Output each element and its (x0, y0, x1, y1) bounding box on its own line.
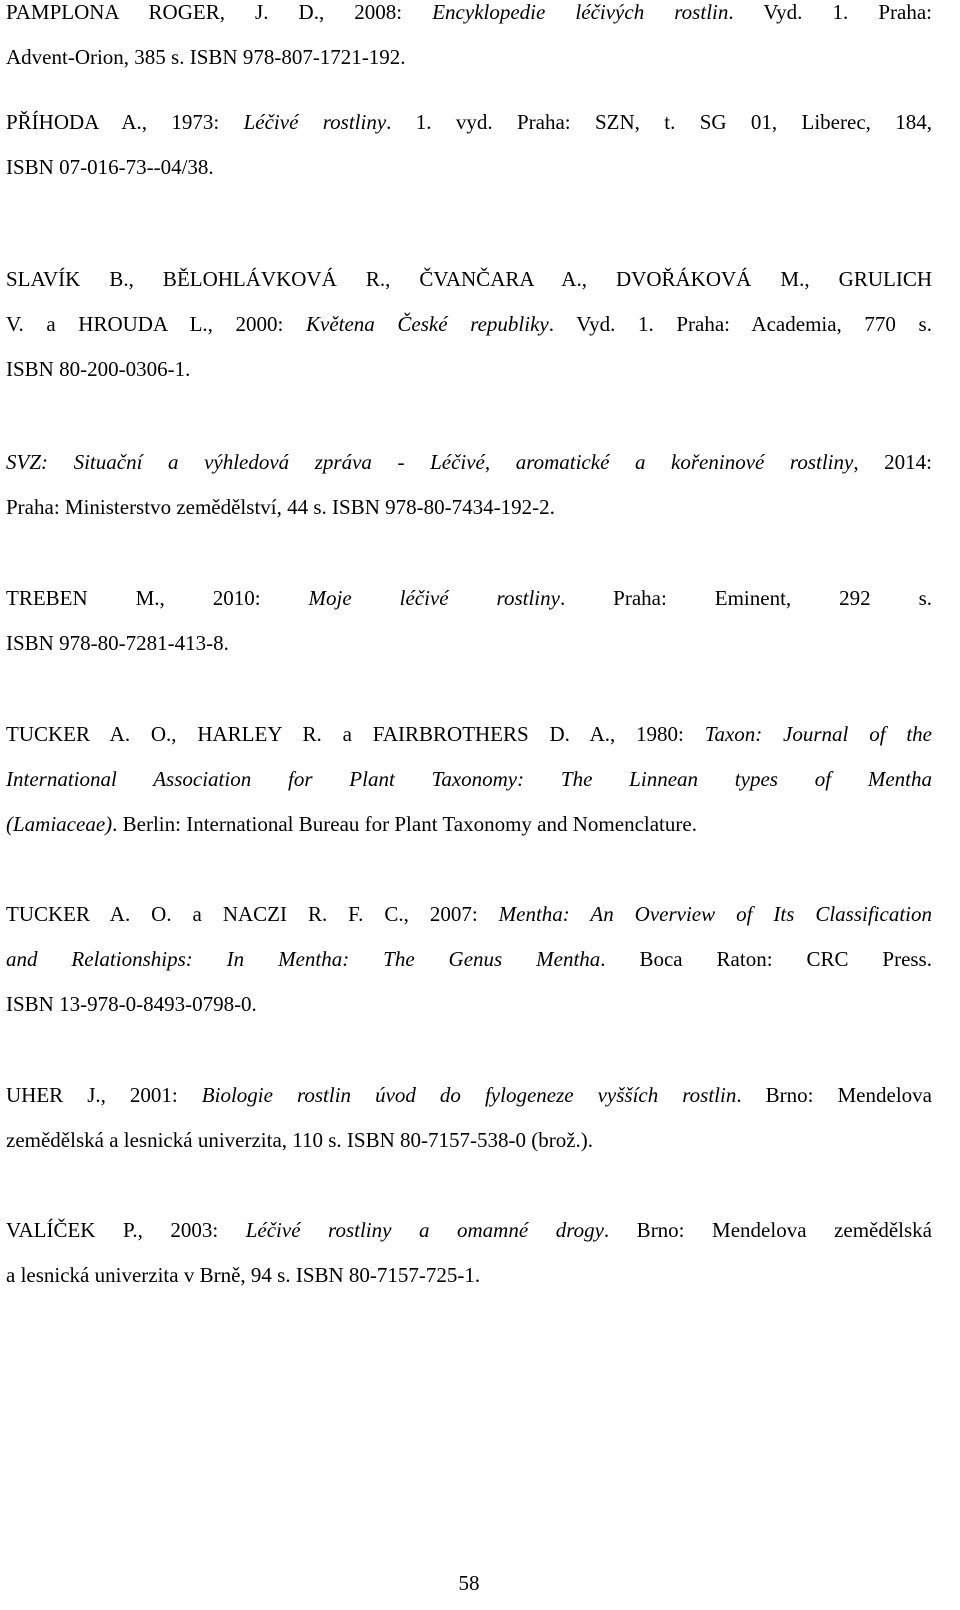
reference-line (6, 621, 932, 666)
reference-entry (6, 892, 932, 1027)
reference-text: TUCKER A. O. a NACZI R. F. C., 2007: (6, 902, 499, 926)
reference-title: Taxon: Journal of the (704, 722, 932, 746)
reference-text: V. a HROUDA L., 2000: (6, 312, 306, 336)
reference-text: zemědělská a lesnická univerzita, 110 s. ISBN 80-7157-538-0 (brož.). (6, 1128, 594, 1152)
reference-title: Moje léčivé rostliny (308, 586, 560, 610)
reference-title: Encyklopedie léčivých rostlin (432, 0, 729, 24)
reference-text: SLAVÍK B., BĚLOHLÁVKOVÁ R., ČVANČARA A., DVOŘÁKOVÁ M., GRULICH (6, 267, 932, 291)
reference-text: . Boca Raton: CRC Press. (600, 947, 932, 971)
reference-line (6, 100, 932, 145)
reference-line (6, 576, 932, 621)
reference-line (6, 35, 932, 80)
reference-title: Biologie rostlin úvod do fylogeneze vyšších rostlin (201, 1083, 737, 1107)
reference-line (6, 145, 932, 190)
reference-text: TUCKER A. O., HARLEY R. a FAIRBROTHERS D. A., 1980: (6, 722, 705, 746)
reference-entry (6, 712, 932, 847)
reference-text: . Brno: Mendelova zemědělská (603, 1218, 932, 1242)
reference-text: ISBN 80-200-0306-1. (6, 357, 191, 381)
reference-text: PAMPLONA ROGER, J. D., 2008: (6, 0, 433, 24)
reference-text: Advent-Orion, 385 s. ISBN 978-807-1721-192. (6, 45, 406, 69)
reference-line (6, 982, 932, 1027)
reference-text: PŘÍHODA A., 1973: (6, 110, 244, 134)
reference-line (6, 1118, 932, 1163)
reference-title: Květena České republiky (306, 312, 549, 336)
reference-title: and Relationships: In Mentha: The Genus Mentha (6, 947, 601, 971)
reference-text: VALÍČEK P., 2003: (6, 1218, 246, 1242)
reference-title: International Association for Plant Taxonomy: The Linnean types of Mentha (6, 767, 932, 791)
reference-text: TREBEN M., 2010: (6, 586, 309, 610)
reference-line (6, 802, 932, 847)
reference-line (6, 1073, 932, 1118)
reference-text: ISBN 978-80-7281-413-8. (6, 631, 229, 655)
reference-line (6, 712, 932, 757)
reference-line (6, 347, 932, 392)
reference-line (6, 257, 932, 302)
document-page (6, 0, 932, 1610)
reference-line (6, 485, 932, 530)
reference-title: SVZ: Situační a výhledová zpráva - Léčivé, aromatické a kořeninové rostliny (6, 450, 854, 474)
reference-text: . Praha: Eminent, 292 s. (559, 586, 932, 610)
reference-entry (6, 440, 932, 530)
reference-text: . 1. vyd. Praha: SZN, t. SG 01, Liberec, 184, (386, 110, 932, 134)
reference-text: . Brno: Mendelova (736, 1083, 932, 1107)
page-number: 58 (458, 1571, 480, 1595)
reference-text: ISBN 07-016-73--04/38. (6, 155, 214, 179)
reference-entry (6, 576, 932, 666)
reference-line (6, 757, 932, 802)
reference-entry (6, 0, 932, 80)
reference-title: (Lamiaceae) (6, 812, 113, 836)
reference-text: . Berlin: International Bureau for Plant Taxonomy and Nomenclature. (112, 812, 697, 836)
reference-text: a lesnická univerzita v Brně, 94 s. ISBN 80-7157-725-1. (6, 1263, 481, 1287)
reference-line (6, 937, 932, 982)
reference-text: , 2014: (853, 450, 932, 474)
reference-entry (6, 1073, 932, 1163)
reference-text: . Vyd. 1. Praha: Academia, 770 s. (548, 312, 932, 336)
reference-text: ISBN 13-978-0-8493-0798-0. (6, 992, 257, 1016)
reference-title: Léčivé rostliny a omamné drogy (245, 1218, 604, 1242)
reference-title: Léčivé rostliny (243, 110, 387, 134)
reference-text: . Vyd. 1. Praha: (728, 0, 932, 24)
reference-line (6, 892, 932, 937)
reference-line (6, 302, 932, 347)
reference-entry (6, 257, 932, 392)
reference-text: Praha: Ministerstvo zemědělství, 44 s. ISBN 978-80-7434-192-2. (6, 495, 555, 519)
reference-entry (6, 1208, 932, 1298)
reference-line (6, 1253, 932, 1298)
reference-line (6, 1208, 932, 1253)
reference-line (6, 440, 932, 485)
reference-text: UHER J., 2001: (6, 1083, 202, 1107)
reference-title: Mentha: An Overview of Its Classification (498, 902, 932, 926)
reference-line (6, 0, 932, 35)
reference-entry (6, 100, 932, 190)
